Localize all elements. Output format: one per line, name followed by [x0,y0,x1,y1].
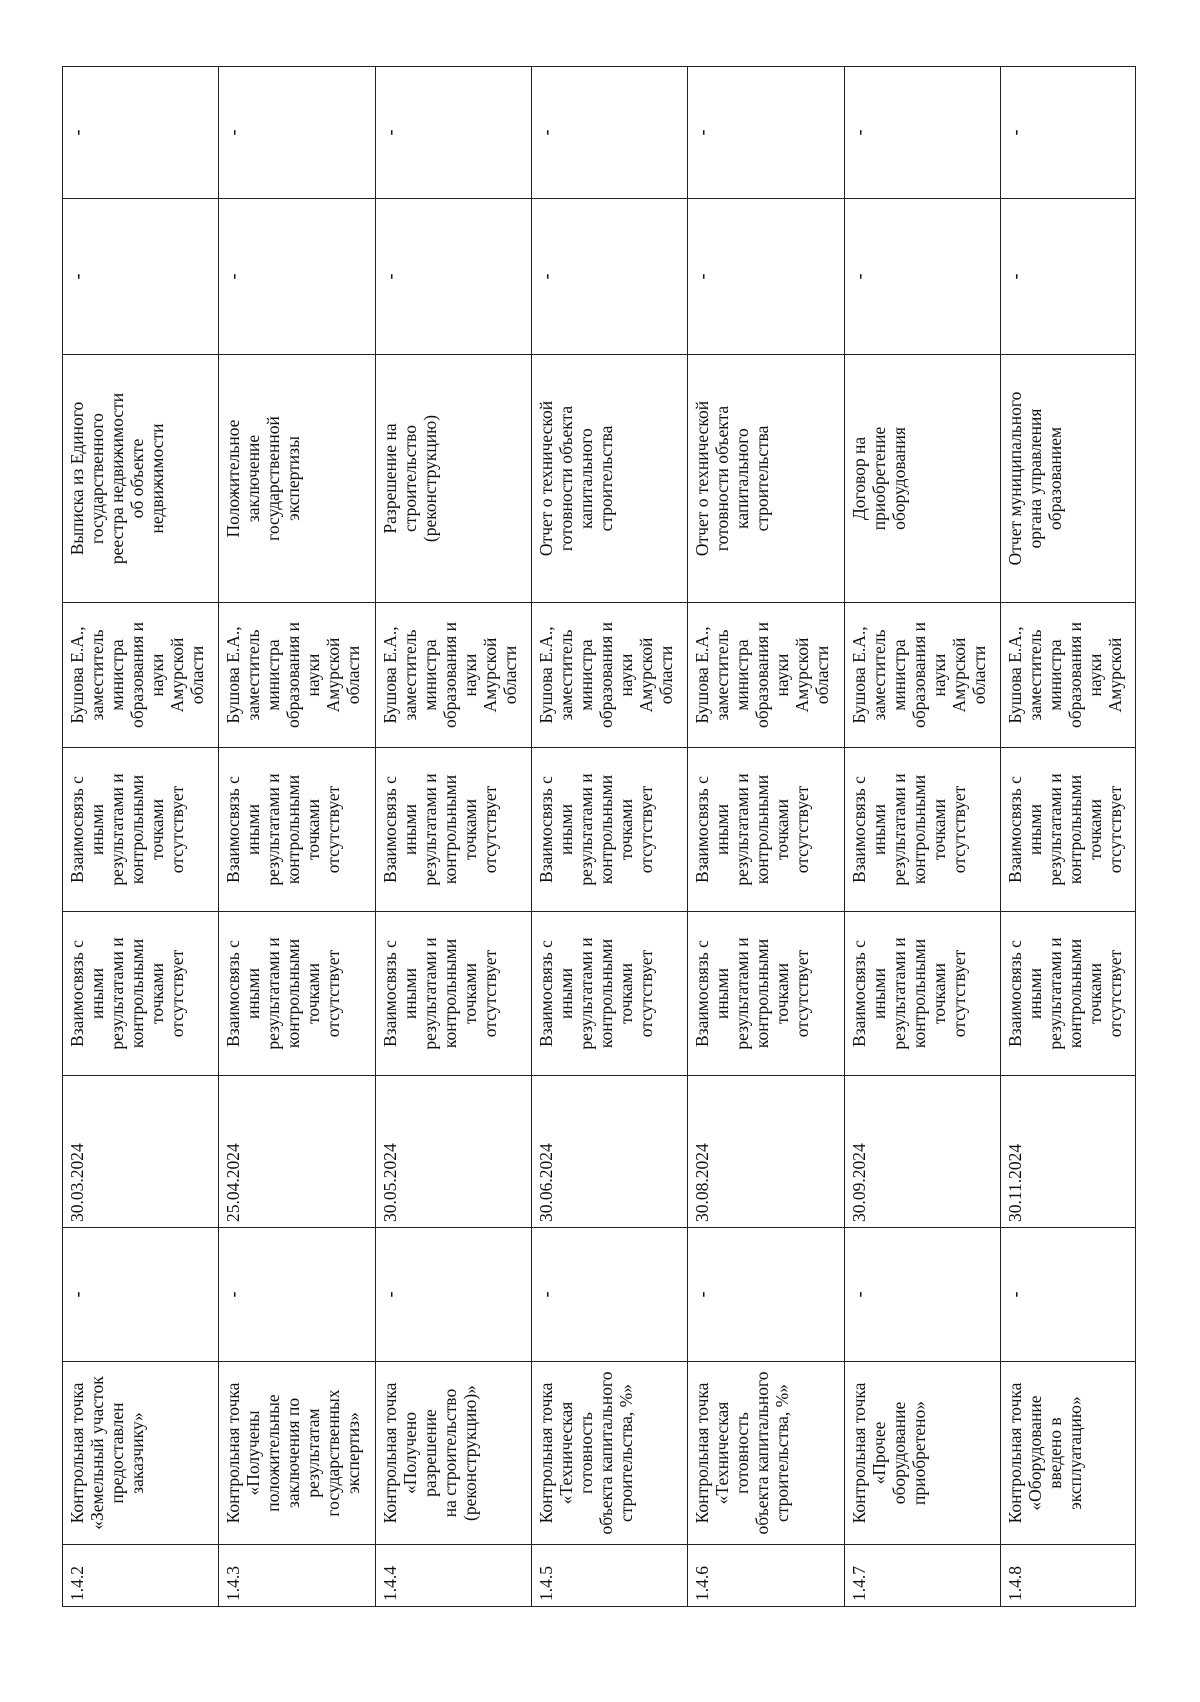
cell-relation-previous [1000,912,1135,1076]
relation-next-text: Взаимосвязь с иными результатами и контрольными точками отсутствует [692,773,813,886]
cell-deadline-date [531,1076,687,1228]
cell-responsible-person [688,603,844,748]
cell-control-point-name [375,1362,531,1545]
confirming-document-text: Договор на приобретение оборудования [848,426,909,531]
column-9-value-text: - [223,273,244,280]
control-point-name-text: Контрольная точка «Оборудование введено в эксплуатацию» [1004,1382,1085,1524]
cell-confirming-document [1000,355,1135,603]
row-number-text: 1.4.6 [692,1566,713,1601]
deadline-date-text: 25.04.2024 [223,1143,244,1222]
column-3-value-text: - [67,1291,87,1298]
cell-column-3-value [63,1228,219,1362]
relation-next-text: Взаимосвязь с иными результатами и контрольными точками отсутствует [848,773,969,886]
cell-row-number [219,1545,375,1607]
relation-previous-text: Взаимосвязь с иными результатами и контрольными точками отсутствует [223,937,344,1050]
column-10-value-text: - [379,129,400,136]
cell-column-10-value [688,67,844,199]
column-9-value-text: - [692,273,713,280]
cell-responsible-person [219,603,375,748]
column-9-value-text: - [848,273,869,280]
cell-column-3-value [375,1228,531,1362]
row-number-text: 1.4.7 [848,1566,869,1601]
cell-responsible-person [375,603,531,748]
cell-confirming-document [688,355,844,603]
relation-previous-text: Взаимосвязь с иными результатами и контрольными точками отсутствует [379,937,500,1050]
relation-next-text: Взаимосвязь с иными результатами и контрольными точками отсутствует [379,773,500,886]
confirming-document-text: Отчет о технической готовности объекта капитального строительства [535,400,616,557]
cell-column-10-value [375,67,531,199]
column-9-value-text: - [67,273,87,280]
cell-column-3-value [531,1228,687,1362]
column-3-value-text: - [848,1291,869,1298]
cell-relation-next [63,748,219,912]
cell-relation-previous [844,912,1000,1076]
responsible-person-text: Бушова Е.А., заместитель министра образования и науки Амурской [1004,621,1125,729]
column-10-value-text: - [692,129,713,136]
table-row [63,67,219,1607]
cell-column-3-value [219,1228,375,1362]
cell-column-10-value [844,67,1000,199]
deadline-date-text: 30.08.2024 [692,1143,713,1222]
table-row [531,67,687,1607]
cell-relation-next [844,748,1000,912]
cell-column-10-value [1000,67,1135,199]
cell-confirming-document [63,355,219,603]
column-3-value-text: - [223,1291,244,1298]
confirming-document-text: Отчет о технической готовности объекта капитального строительства [692,400,773,557]
column-10-value-text: - [67,129,87,136]
cell-column-10-value [63,67,219,199]
cell-relation-next [1000,748,1135,912]
column-3-value-text: - [692,1291,713,1298]
relation-next-text: Взаимосвязь с иными результатами и контрольными точками отсутствует [223,773,344,886]
cell-deadline-date [219,1076,375,1228]
cell-column-9-value [844,199,1000,355]
deadline-date-text: 30.05.2024 [379,1143,400,1222]
relation-previous-text: Взаимосвязь с иными результатами и контрольными точками отсутствует [1004,937,1125,1050]
rotated-page [62,67,1136,1607]
cell-deadline-date [1000,1076,1135,1228]
cell-control-point-name [844,1362,1000,1545]
cell-column-9-value [63,199,219,355]
table-row [375,67,531,1607]
relation-previous-text: Взаимосвязь с иными результатами и контрольными точками отсутствует [692,937,813,1050]
responsible-person-text: Бушова Е.А., заместитель министра образования и науки Амурской области [535,621,676,729]
cell-confirming-document [219,355,375,603]
column-10-value-text: - [223,129,244,136]
confirming-document-text: Разрешение на строительство (реконструкцию) [379,414,440,543]
cell-deadline-date [375,1076,531,1228]
responsible-person-text: Бушова Е.А., заместитель министра образования и науки Амурской области [223,621,364,729]
responsible-person-text: Бушова Е.А., заместитель министра образования и науки Амурской области [848,621,989,729]
confirming-document-text: Отчет муниципального органа управления образованием [1004,391,1065,566]
cell-column-9-value [375,199,531,355]
table-row [1000,67,1135,1607]
cell-control-point-name [219,1362,375,1545]
cell-relation-next [375,748,531,912]
control-point-name-text: Контрольная точка «Техническая готовность объекта капитального строительства, %» [692,1371,793,1535]
control-point-name-text: Контрольная точка «Получены положительные заключения по результатам государственных экспертиз» [223,1382,364,1524]
relation-next-text: Взаимосвязь с иными результатами и контрольными точками отсутствует [67,773,187,886]
cell-column-9-value [219,199,375,355]
column-9-value-text: - [535,273,556,280]
control-point-name-text: Контрольная точка «Земельный участок предоставлен заказчику» [67,1376,147,1530]
relation-previous-text: Взаимосвязь с иными результатами и контрольными точками отсутствует [848,937,969,1050]
cell-relation-next [531,748,687,912]
cell-column-9-value [688,199,844,355]
cell-column-9-value [1000,199,1135,355]
column-9-value-text: - [1004,273,1025,280]
row-number-text: 1.4.5 [535,1566,556,1601]
table-row [844,67,1000,1607]
cell-deadline-date [844,1076,1000,1228]
table-row [688,67,844,1607]
cell-control-point-name [1000,1362,1135,1545]
cell-relation-previous [375,912,531,1076]
row-number-text: 1.4.2 [67,1566,87,1601]
cell-control-point-name [63,1362,219,1545]
control-point-name-text: Контрольная точка «Прочее оборудование приобретено» [848,1382,929,1524]
relation-previous-text: Взаимосвязь с иными результатами и контрольными точками отсутствует [67,937,187,1050]
cell-column-10-value [531,67,687,199]
cell-relation-previous [688,912,844,1076]
cell-confirming-document [844,355,1000,603]
deadline-date-text: 30.11.2024 [1004,1143,1025,1222]
cell-row-number [688,1545,844,1607]
column-3-value-text: - [535,1291,556,1298]
cell-row-number [1000,1545,1135,1607]
responsible-person-text: Бушова Е.А., заместитель министра образования и науки Амурской области [379,621,520,729]
cell-column-3-value [844,1228,1000,1362]
responsible-person-text: Бушова Е.А., заместитель министра образования и науки Амурской области [692,621,833,729]
column-9-value-text: - [379,273,400,280]
cell-control-point-name [531,1362,687,1545]
cell-column-3-value [688,1228,844,1362]
cell-row-number [375,1545,531,1607]
cell-row-number [844,1545,1000,1607]
cell-row-number [531,1545,687,1607]
cell-relation-previous [63,912,219,1076]
cell-column-9-value [531,199,687,355]
cell-responsible-person [1000,603,1135,748]
confirming-document-text: Выписка из Единого государственного реестра недвижимости об объекте недвижимости [67,392,167,565]
row-number-text: 1.4.8 [1004,1566,1025,1601]
column-3-value-text: - [1004,1291,1025,1298]
row-number-text: 1.4.3 [223,1566,244,1601]
deadline-date-text: 30.06.2024 [535,1143,556,1222]
column-10-value-text: - [535,129,556,136]
row-number-text: 1.4.4 [379,1566,400,1601]
deadline-date-text: 30.09.2024 [848,1143,869,1222]
responsible-person-text: Бушова Е.А., заместитель министра образования и науки Амурской области [67,621,207,729]
cell-relation-previous [531,912,687,1076]
cell-deadline-date [63,1076,219,1228]
cell-deadline-date [688,1076,844,1228]
table-row [219,67,375,1607]
cell-relation-previous [219,912,375,1076]
cell-responsible-person [531,603,687,748]
control-point-name-text: Контрольная точка «Получено разрешение на строительство (реконструкцию)» [379,1382,480,1524]
cell-row-number [63,1545,219,1607]
cell-confirming-document [375,355,531,603]
relation-next-text: Взаимосвязь с иными результатами и контрольными точками отсутствует [1004,773,1125,886]
cell-column-3-value [1000,1228,1135,1362]
cell-relation-next [219,748,375,912]
table-body [63,67,1136,1607]
relation-next-text: Взаимосвязь с иными результатами и контрольными точками отсутствует [535,773,656,886]
cell-responsible-person [844,603,1000,748]
cell-control-point-name [688,1362,844,1545]
cell-responsible-person [63,603,219,748]
deadline-date-text: 30.03.2024 [67,1143,87,1222]
column-10-value-text: - [848,129,869,136]
control-point-name-text: Контрольная точка «Техническая готовность объекта капитального строительства, %» [535,1371,636,1535]
confirming-document-text: Положительное заключение государственной экспертизы [223,416,304,541]
cell-relation-next [688,748,844,912]
cell-column-10-value [219,67,375,199]
column-3-value-text: - [379,1291,400,1298]
relation-previous-text: Взаимосвязь с иными результатами и контрольными точками отсутствует [535,937,656,1050]
column-10-value-text: - [1004,129,1025,136]
control-points-table [62,66,1136,1607]
cell-confirming-document [531,355,687,603]
